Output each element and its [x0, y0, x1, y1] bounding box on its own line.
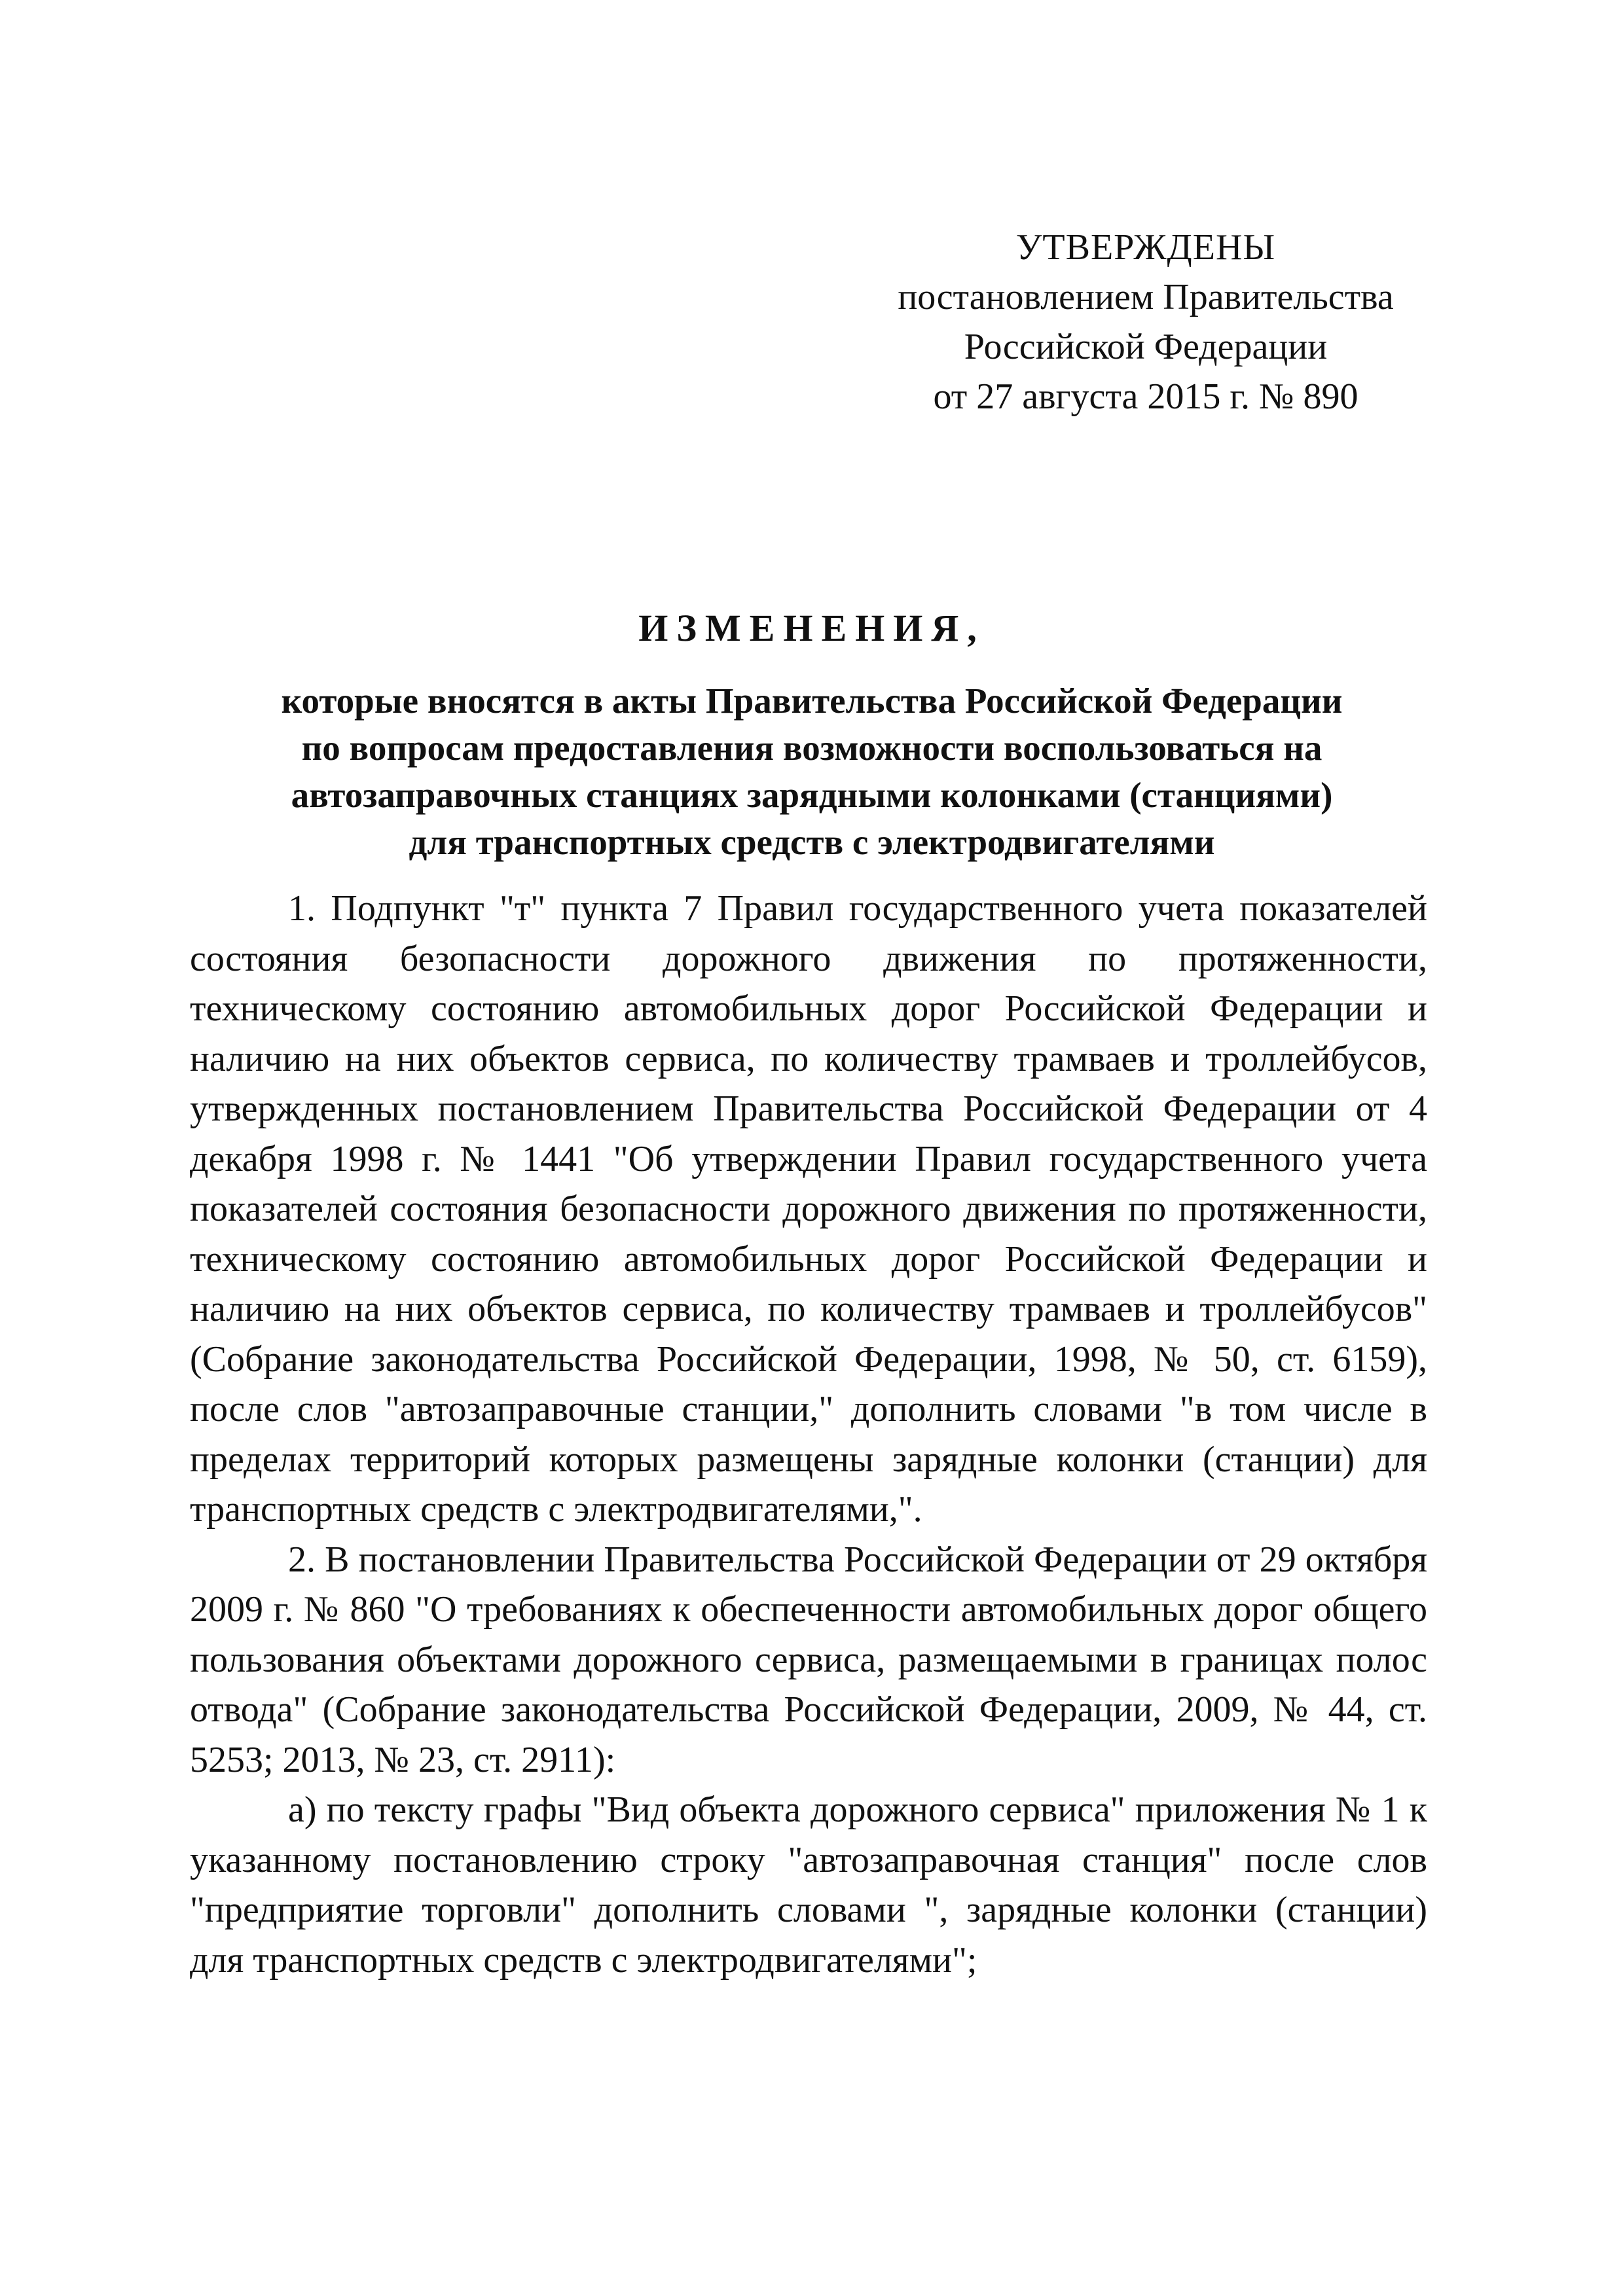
document-title: ИЗМЕНЕНИЯ,: [638, 607, 985, 649]
paragraph-2: 2. В постановлении Правительства Российской Федерации от 29 октября 2009 г. № 860 "О требованиях к обеспеченности автомобильных дорог общего пользования объектами дорожного сервиса, размещаемыми в границах полос отвода" (Собрание законодательства Российской Федерации, 2009, № 44, ст. 5253; 2013, № 23, ст. 2911):: [190, 1539, 1427, 1780]
subtitle-line-2: по вопросам предоставления возможности воспользоваться на: [301, 728, 1322, 768]
document-subtitle: [190, 677, 1434, 866]
approval-title: УТВЕРЖДЕНЫ: [1015, 227, 1276, 268]
approval-line-federation: Российской Федерации: [964, 327, 1328, 367]
document-body: [190, 884, 1427, 1985]
subtitle-line-1: которые вносятся в акты Правительства Российской Федерации: [281, 681, 1343, 721]
paragraph-2a: а) по тексту графы "Вид объекта дорожного сервиса" приложения № 1 к указанному постановлению строку "автозаправочная станция" после слов "предприятие торговли" дополнить словами ", зарядные колонки (станции) для транспортных средств с электродвигателями";: [190, 1789, 1427, 1981]
approval-stamp: [884, 223, 1408, 422]
approval-line-date-number: от 27 августа 2015 г. № 890: [933, 376, 1359, 417]
document-heading: [190, 592, 1434, 866]
paragraph-1: 1. Подпункт "т" пункта 7 Правил государственного учета показателей состояния безопасности дорожного движения по протяженности, техническому состоянию автомобильных дорог Российской Федерации и наличию на них объектов сервиса, по количеству трамваев и троллейбусов, утвержденных постановлением Правительства Российской Федерации от 4 декабря 1998 г. № 1441 "Об утверждении Правил государственного учета показателей состояния безопасности дорожного движения по протяженности, техническому состоянию автомобильных дорог Российской Федерации и наличию на них объектов сервиса, по количеству трамваев и троллейбусов" (Собрание законодательства Российской Федерации, 1998, № 50, ст. 6159), после слов "автозаправочные станции," дополнить словами "в том числе в пределах территорий которых размещены зарядные колонки (станции) для транспортных средств с электродвигателями,".: [190, 888, 1427, 1530]
approval-line-decree: постановлением Правительства: [898, 277, 1394, 317]
subtitle-line-3: автозаправочных станциях зарядными колонками (станциями): [291, 775, 1333, 815]
subtitle-line-4: для транспортных средств с электродвигателями: [409, 822, 1215, 862]
